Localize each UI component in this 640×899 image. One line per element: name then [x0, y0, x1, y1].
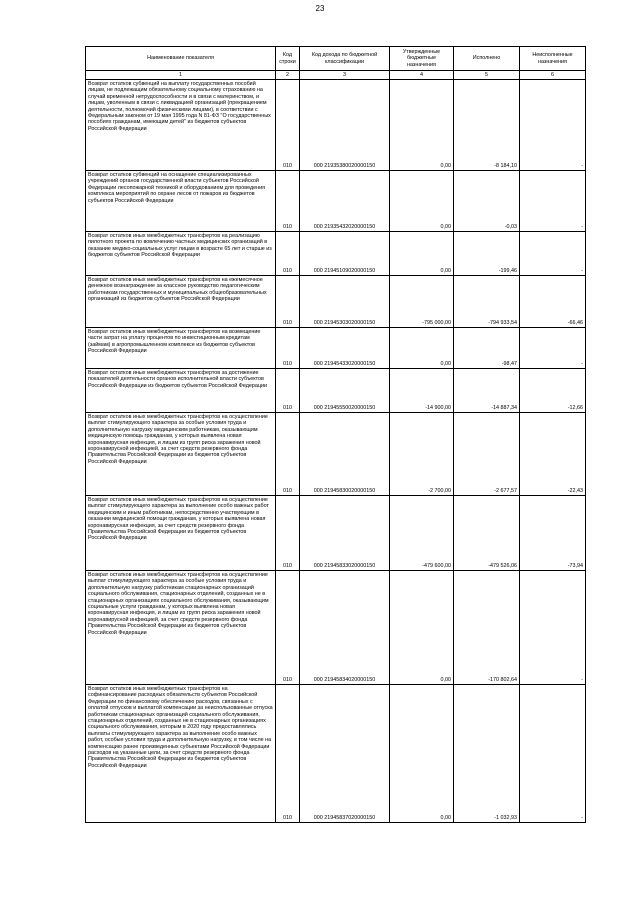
unexecuted-amount: -	[520, 232, 586, 276]
executed-amount: -199,46	[454, 232, 520, 276]
indicator-name: Возврат остатков иных межбюджетных трансфертов на осуществление выплат стимулирующего характера за особые условия труда и дополнительную нагрузку медицинским работникам, оказывающим медицинскую помощь гражданам, у которых выявлена новая коронавирусная инфекция, и лицам из групп риска заражения новой коронавирусной инфекцией, за счет средств резервного фонда Правительства Российской Федерации из бюджетов субъектов Российской Федерации	[86, 413, 276, 496]
approved-amount: -14 900,00	[390, 369, 454, 413]
unexecuted-amount: -22,43	[520, 413, 586, 496]
header-income-code: Код дохода по бюджетной классификации	[300, 47, 390, 71]
executed-amount: -0,03	[454, 171, 520, 232]
indicator-name: Возврат остатков субвенций на выплату государственных пособий лицам, не подлежащим обязательному социальному страхованию на случай временной нетрудоспособности и в связи с материнством, и лицам, уволенным в связи с ликвидацией организаций (прекращением деятельности, полномочий физическими лицами), в соответствии с Федеральным законом от 19 мая 1995 года N 81-ФЗ "О государственных пособиях гражданам, имеющим детей" из бюджетов субъектов Российской Федерации	[86, 80, 276, 171]
line-code: 010	[276, 496, 300, 571]
indicator-name: Возврат остатков субвенций на оснащение специализированных учреждений органов государственной власти субъектов Российской Федерации лесопожарной техникой и оборудованием для проведения комплекса мероприятий по охране лесов от пожаров из бюджетов субъектов Российской Федерации	[86, 171, 276, 232]
header-line-code: Код строки	[276, 47, 300, 71]
indicator-name: Возврат остатков иных межбюджетных трансфертов на софинансирование расходных обязательств субъектов Российской Федерации по финансовому обеспечению расходов, связанных с оплатой отпусков и выплатой компенсации за неиспользованные отпуска работникам стационарных организаций социального обслуживания, стационарных отделений, созданных не в стационарных организациях социального обслуживания, которым в 2020 году предоставлялись выплаты стимулирующего характера за выполнение особо важных работ, особые условия труда и дополнительную нагрузку, в том числе на компенсацию ранее произведенных субъектами Российской Федерации расходов на указанные цели, за счет средств резервного фонда Правительства Российской Федерации из бюджетов субъектов Российской Федерации	[86, 685, 276, 823]
header-executed: Исполнено	[454, 47, 520, 71]
column-number: 1	[86, 71, 276, 80]
table-row	[86, 496, 586, 571]
column-number: 4	[390, 71, 454, 80]
executed-amount: -479 526,06	[454, 496, 520, 571]
table-row	[86, 369, 586, 413]
column-number: 3	[300, 71, 390, 80]
indicator-name: Возврат остатков иных межбюджетных трансфертов на возмещение части затрат на уплату процентов по инвестиционным кредитам (займам) в агропромышленном комплексе из бюджетов субъектов Российской Федерации	[86, 328, 276, 369]
line-code: 010	[276, 685, 300, 823]
unexecuted-amount: -	[520, 571, 586, 685]
table-row	[86, 80, 586, 171]
header-approved: Утвержденные бюджетные назначения	[390, 47, 454, 71]
budget-execution-table	[85, 46, 586, 823]
line-code: 010	[276, 171, 300, 232]
approved-amount: 0,00	[390, 685, 454, 823]
executed-amount: -1 032,93	[454, 685, 520, 823]
indicator-name: Возврат остатков иных межбюджетных трансфертов на ежемесячное денежное вознаграждение за классное руководство педагогическим работникам государственных и муниципальных общеобразовательных организаций из бюджетов субъектов Российской Федерации	[86, 276, 276, 328]
column-number: 5	[454, 71, 520, 80]
executed-amount: -2 677,57	[454, 413, 520, 496]
line-code: 010	[276, 276, 300, 328]
executed-amount: -170 802,64	[454, 571, 520, 685]
approved-amount: -479 600,00	[390, 496, 454, 571]
income-code: 000 21945834020000150	[300, 571, 390, 685]
line-code: 010	[276, 328, 300, 369]
income-code: 000 21935432020000150	[300, 171, 390, 232]
unexecuted-amount: -66,46	[520, 276, 586, 328]
executed-amount: -98,47	[454, 328, 520, 369]
line-code: 010	[276, 413, 300, 496]
line-code: 010	[276, 80, 300, 171]
executed-amount: -14 887,34	[454, 369, 520, 413]
table-row	[86, 328, 586, 369]
indicator-name: Возврат остатков иных межбюджетных трансфертов на осуществление выплат стимулирующего характера за особые условия труда и дополнительную нагрузку работникам стационарных организаций социального обслуживания, стационарных отделений, созданных не в стационарных организациях социального обслуживания, оказывающим социальные услуги гражданам, у которых выявлена новая коронавирусная инфекция, и лицам из групп риска заражения новой коронавирусной инфекцией, за счет средств резервного фонда Правительства Российской Федерации из бюджетов субъектов Российской Федерации	[86, 571, 276, 685]
page-number: 23	[315, 4, 325, 13]
header-row	[86, 47, 586, 71]
unexecuted-amount: -	[520, 171, 586, 232]
approved-amount: 0,00	[390, 232, 454, 276]
header-indicator-name: Наименование показателя	[86, 47, 276, 71]
approved-amount: 0,00	[390, 328, 454, 369]
income-code: 000 21945303020000150	[300, 276, 390, 328]
table-row	[86, 413, 586, 496]
approved-amount: 0,00	[390, 171, 454, 232]
income-code: 000 21935380020000150	[300, 80, 390, 171]
column-number: 6	[520, 71, 586, 80]
executed-amount: -8 184,10	[454, 80, 520, 171]
table-row	[86, 276, 586, 328]
unexecuted-amount: -	[520, 328, 586, 369]
approved-amount: 0,00	[390, 80, 454, 171]
table-row	[86, 571, 586, 685]
table-row	[86, 232, 586, 276]
line-code: 010	[276, 369, 300, 413]
unexecuted-amount: -73,94	[520, 496, 586, 571]
indicator-name: Возврат остатков иных межбюджетных трансфертов на осуществление выплат стимулирующего характера за выполнение особо важных работ медицинским и иным работникам, непосредственно участвующим в оказании медицинской помощи гражданам, у которых выявлена новая коронавирусная инфекция, за счет средств резервного фонда Правительства Российской Федерации из бюджетов субъектов Российской Федерации	[86, 496, 276, 571]
approved-amount: -2 700,00	[390, 413, 454, 496]
unexecuted-amount: -	[520, 80, 586, 171]
executed-amount: -794 933,54	[454, 276, 520, 328]
header-unexecuted: Неисполненные назначения	[520, 47, 586, 71]
table-row	[86, 171, 586, 232]
approved-amount: -795 000,00	[390, 276, 454, 328]
income-code: 000 21945837020000150	[300, 685, 390, 823]
unexecuted-amount: -12,66	[520, 369, 586, 413]
unexecuted-amount: -	[520, 685, 586, 823]
approved-amount: 0,00	[390, 571, 454, 685]
income-code: 000 21945109020000150	[300, 232, 390, 276]
column-numbers-row	[86, 71, 586, 80]
income-code: 000 21945433020000150	[300, 328, 390, 369]
income-code: 000 21945830020000150	[300, 413, 390, 496]
income-code: 000 21945550020000150	[300, 369, 390, 413]
line-code: 010	[276, 571, 300, 685]
column-number: 2	[276, 71, 300, 80]
indicator-name: Возврат остатков иных межбюджетных трансфертов за достижение показателей деятельности органов исполнительной власти субъектов Российской Федерации из бюджетов субъектов Российской Федерации	[86, 369, 276, 413]
table-row	[86, 685, 586, 823]
income-code: 000 21945833020000150	[300, 496, 390, 571]
line-code: 010	[276, 232, 300, 276]
indicator-name: Возврат остатков иных межбюджетных трансфертов на реализацию пилотного проекта по вовлечению частных медицинских организаций в оказание медико-социальных услуг лицам в возрасте 65 лет и старше из бюджетов субъектов Российской Федерации	[86, 232, 276, 276]
